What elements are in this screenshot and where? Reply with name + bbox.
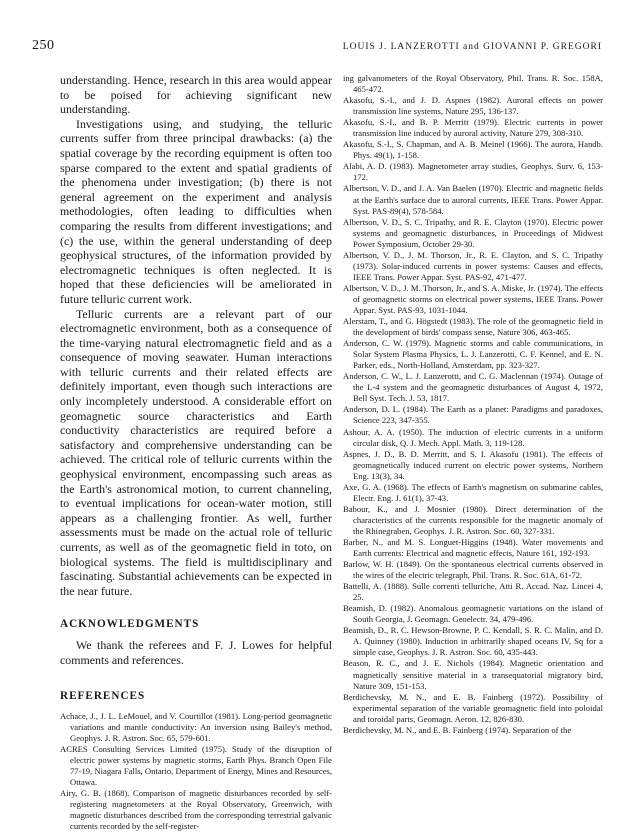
reference-entry: Barber, N., and M. S. Longuet-Higgins (1948). Water movements and Earth currents: Electrical and magnetic effects, Nature 161, 192-193. [343,536,603,559]
running-head: LOUIS J. LANZEROTTI and GIOVANNI P. GREGORI [342,42,602,52]
left-column [60,73,332,832]
reference-entry: Akasofu, S.-I., and B. P. Merritt (1979). Electric currents in power transmission line induced by auroral activity, Nature 279, 308-310. [343,117,603,139]
reference-entry: Albertson, V. D., J. M. Thorson, Jr., R. E. Clayton, and S. C. Tripathy (1973). Solar-induced currents in power systems: Causes and effects, IEEE Trans. Power Appar. Syst. PAS-92, 471-477. [343,249,603,282]
reference-entry: Barlow, W. H. (1849). On the spontaneous electrical currents observed in the wires of the electric telegraph, Phil. Trans. R. Soc. 61A, 61-72. [343,559,603,581]
reference-entry: Anderson, C. W. (1979). Magnetic storms and cable communications, in Solar System Plasma Physics, L. J. Lanzerotti, C. F. Kennel, and E. N. Parker, eds., North-Holland, Amsterdam, pp. 323-327. [343,338,603,371]
reference-entry: ing galvanometers of the Royal Observatory, Phil. Trans. R. Soc. 158A, 465-472. [343,73,603,95]
reference-list-left [60,711,332,832]
reference-entry: Berdichevsky, M. N., and E. B. Fainberg (1974). Separation of the [343,724,572,735]
references-heading: REFERENCES [60,689,146,702]
body-paragraph: Telluric currents are a relevant part of our electromagnetic environment, both as a consequence of the time-varying natural electromagnetic field and as a consequence of moving seawater. Human interactions with telluric currents and their related effects are definitely important, even though such interactions are only incompletely understood. A considerable effort on geomagnetic source characteristics and Earth conductivity characteristics are required before a satisfactory and comprehensive understanding can be achieved. The critical role of telluric currents within the geophysical environment, encompassing such areas as the Earth's astronomical motion, to current channeling, to eventual implications for ocean-water motion, still appears as a challenging frontier. As well, further assessments must be made on the actual role of telluric currents, as well as of the geomagnetic field in toto, on biological systems. The field is multidisciplinary and fascinating. Substantial achievements can be expected in the near future. [60,306,332,598]
reference-entry: Aspnes, J. D., B. D. Merritt, and S. I. Akasofu (1981). The effects of geomagnetically induced current on electric power systems, Northern Eng. 13(3), 34. [343,448,603,481]
reference-entry: Ashour, A. A. (1950). The induction of electric currents in a uniform circular disk, Q. J. Mech. Appl. Math. 3, 119-128. [343,426,603,448]
reference-entry: Alabi, A. D. (1983). Magnetometer array studies, Geophys. Surv. 6, 153-172. [343,161,603,183]
reference-entry: Beason, R. C., and J. E. Nichols (1984). Magnetic orientation and magnetically sensitive material in a transequatorial migratory bird, Nature 309, 151-153. [343,658,603,691]
reference-entry: Albertson, V. D., S. C. Tripathy, and R. E. Clayton (1970). Electric power systems and geomagnetic disturbances, in Proceedings of Midwest Power Symposium, October 29-30. [343,216,603,249]
reference-entry: Alerstam, T., and G. Högstedt (1983). The role of the geomagnetic field in the development of birds' compass sense, Nature 306, 463-465. [343,316,603,338]
reference-entry: Anderson, C. W., L. J. Lanzerotti, and C. G. Maclennan (1974). Outage of the L-4 system and the geomagnetic disturbances of August 4, 1972, Bell Syst. Tech. J. 53, 1817. [343,371,603,404]
body-paragraph: understanding. Hence, research in this area would appear to be poised for achieving significant new understanding. [60,73,332,117]
reference-entry: Airy, G. B. (1868). Comparison of magnetic disturbances recorded by self-registering magnetometers at the Royal Observatory, Greenwich, with magnetic disturbances described from the corresponding terrestrial galvanic currents recorded by the self-register- [60,787,332,832]
reference-entry: Anderson, D. L. (1984). The Earth as a planet: Paradigms and paradoxes, Science 223, 347-355. [343,404,603,426]
reference-entry: Babour, K., and J. Mosnier (1980). Direct determination of the characteristics of the currents responsible for the magnetic anomaly of the Rhinegraben, Geophys. J. R. Astron. Soc. 60, 327-331. [343,503,603,536]
reference-entry: ACRES Consulting Services Limited (1975). Study of the disruption of electric power systems by magnetic storms, Earth Phys. Branch Open File 77-19, Niagara Falls, Ontario, Department of Energy, Mines and Resources, Ottawa. [60,743,332,787]
reference-entry: Beamish, D., R. C. Hewson-Browne, P. C. Kendall, S. R. C. Malin, and D. A. Quinney (1980). Induction in arbitrarily shaped oceans IV, Sq for a simple case, Geophys. J. R. Astron. Soc. 60, 435-443. [343,625,603,658]
reference-entry: Battelli, A. (1888). Sulle correnti telluriche, Atti R. Accad. Naz. Lincei 4, 25. [343,581,603,603]
right-column [343,73,603,736]
reference-entry: Albertson, V. D., J. M. Thorson, Jr., and S. A. Miske, Jr. (1974). The effects of geomagnetic storms on electrical power systems, IEEE Trans. Power Appar. Syst. PAS-93, 1031-1044. [343,282,603,315]
reference-entry: Akasofu, S.-I., and J. D. Aspnes (1982). Auroral effects on power transmission line systems, Nature 295, 136-137. [343,95,603,117]
reference-entry: Achace, J., J. L. LeMouel, and V. Courtillot (1981). Long-period geomagnetic variations and mantle conductivity: An inversion using Bailey's method, Geophys. J. R. Astron. Soc. 65, 579-601. [60,710,332,743]
acknowledgments-text: We thank the referees and F. J. Lowes for helpful comments and references. [60,638,332,667]
reference-entry: Akasofu, S.-I., S. Chapman, and A. B. Meinel (1966). The aurora, Handb. Phys. 49(1), 1-158. [343,139,603,161]
reference-entry: Albertson, V. D., and J. A. Van Baelen (1970). Electric and magnetic fields at the Earth's surface due to auroral currents, IEEE Trans. Power Appar. Syst. PAS-89(4), 578-584. [343,183,603,216]
body-paragraph: Investigations using, and studying, the telluric currents suffer from three principal drawbacks: (a) the spatial coverage by the recording equipment is often too sparse compared to the extent and spatial gradients of the phenomena under investigation; (b) there is not general agreement on the experiment and analysis methodologies, often leading to difficulties when comparing the results from different investigations; and (c) the use, within the general understanding of deep geophysical structures, of the information provided by electromagnetic techniques is often neglected. It is hoped that these deficiencies will be ameliorated in future telluric current work. [60,116,332,306]
page-number: 250 [32,38,55,53]
reference-list-right [343,73,603,736]
reference-entry: Axe, G. A. (1968). The effects of Earth's magnetism on submarine cables, Electr. Eng. J. 61(1), 37-43. [343,481,603,503]
reference-entry: Berdichevsky, M. N., and E. B. Fainberg (1972). Possibility of experimental separation of the variable geomagnetic field into poloidal and toroidal parts, Geomagn. Aeron. 12, 826-830. [343,691,603,724]
acknowledgments-heading: ACKNOWLEDGMENTS [60,618,200,631]
reference-entry: Beamish, D. (1982). Anomalous geomagnetic variations on the island of South Georgia, J. Geomagn. Geoelectr. 34, 479-496. [343,603,603,625]
